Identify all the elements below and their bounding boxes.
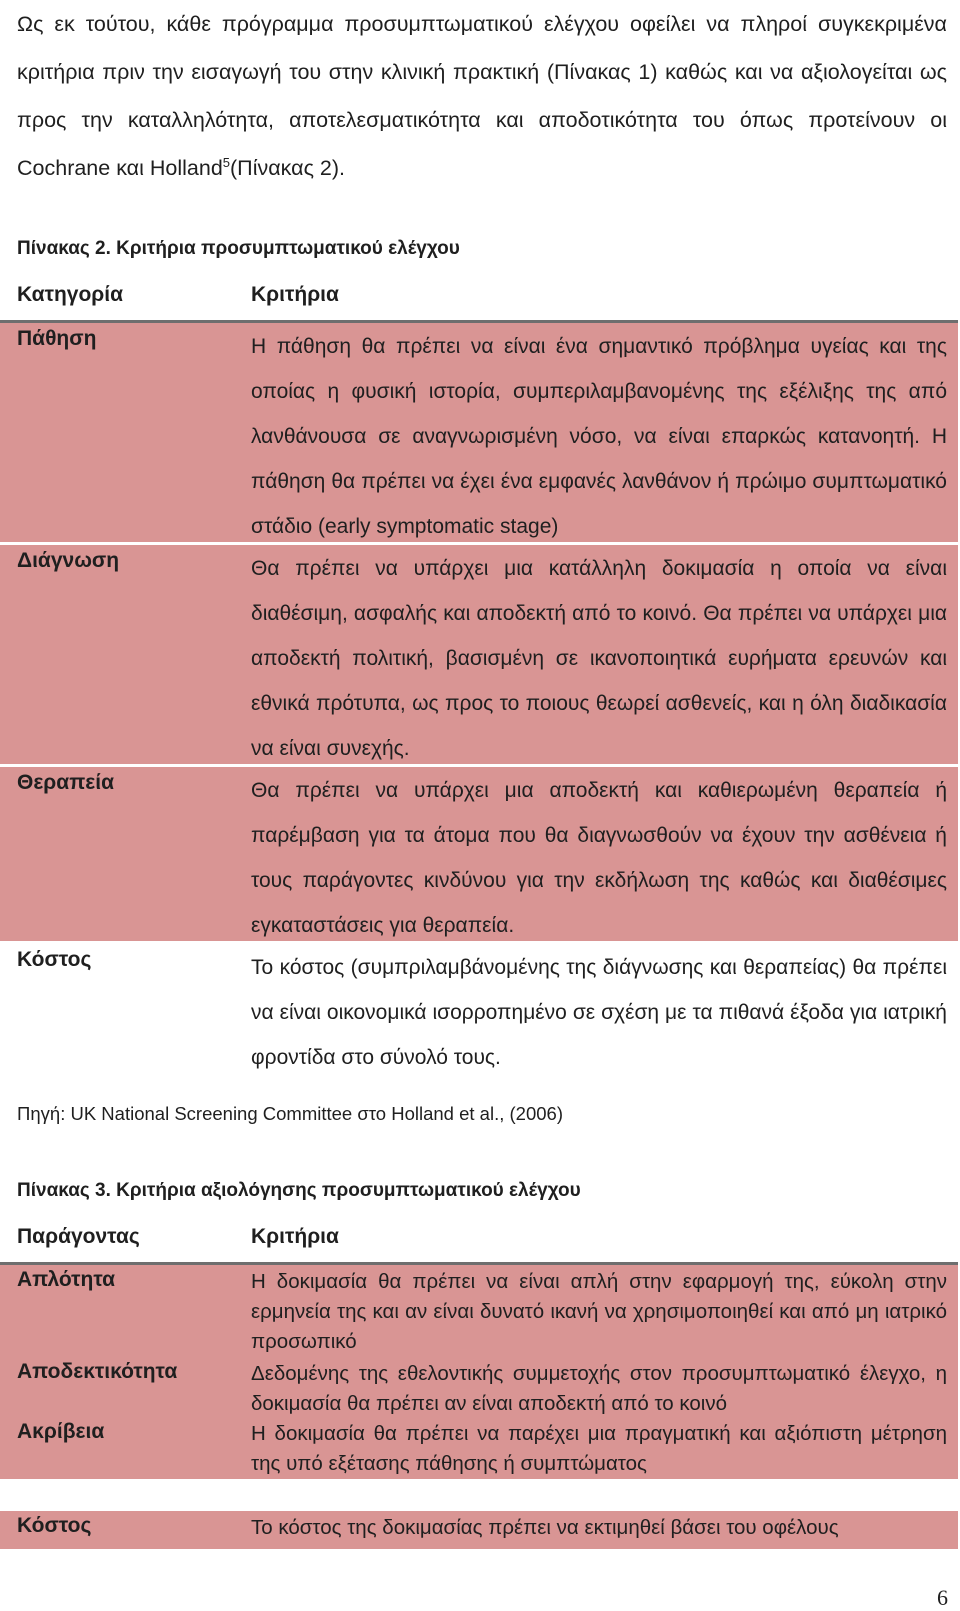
table2-row-diagnosi: [0, 545, 958, 764]
table3-row-kostos: [0, 1511, 958, 1549]
table2-row-pathisi: [0, 323, 958, 542]
table3-row-category: Ακρίβεια: [17, 1420, 105, 1443]
table2-row-text: Η πάθηση θα πρέπει να είναι ένα σημαντικό πρόβλημα υγείας και της οποίας η φυσική ιστορία, συμπεριλαμβανομένης της εξέλιξης της από λανθάνουσα σε αναγνωρισμένη νόσο, να είναι επαρκώς κατανοητή. Η πάθηση θα πρέπει να έχει ένα εμφανές λανθάνον ή πρώιμο συμπτωματικό στάδιο (early symptomatic stage): [251, 335, 947, 538]
table2-row-therapeia: [0, 767, 958, 941]
intro-text-b: (Πίνακας 2).: [230, 156, 346, 180]
table3-header-factor: Παράγοντας: [17, 1225, 140, 1248]
table2-row-category: Διάγνωση: [17, 549, 120, 572]
table2-source: Πηγή: UK National Screening Committee στο Holland et al., (2006): [17, 1103, 563, 1124]
table3-header-criteria: Κριτήρια: [251, 1225, 339, 1248]
table2-header-category: Κατηγορία: [17, 283, 124, 306]
table2-row-text: Θα πρέπει να υπάρχει μια κατάλληλη δοκιμασία η οποία να είναι διαθέσιμη, ασφαλής και αποδεκτή από το κοινό. Θα πρέπει να υπάρχει μια αποδεκτή πολιτική, βασισμένη σε ικανοποιητικά ευρήματα ερευνών και εθνικά πρότυπα, ως προς το ποιους θεωρεί ασθενείς, και η όλη διαδικασία να είναι συνεχής.: [251, 557, 947, 760]
table2-row-category: Πάθηση: [17, 327, 97, 350]
table3-row-apodektikotita: [0, 1357, 958, 1417]
table3-row-category: Κόστος: [17, 1514, 92, 1537]
page-number: 6: [937, 1585, 948, 1610]
table3-caption: Πίνακας 3. Κριτήρια αξιολόγησης προσυμπτωματικού ελέγχου: [17, 1180, 581, 1201]
table2-row-text: Το κόστος (συμπριλαμβάνομένης της διάγνωσης και θεραπείας) θα πρέπει να είναι οικονομικά ισορροπημένο σε σχέση με τα πιθανά έξοδα για ιατρική φροντίδα στο σύνολό τους.: [251, 956, 947, 1069]
table3-row-akriveia: [0, 1417, 958, 1479]
table3-row-aplotita: [0, 1265, 958, 1357]
table2-caption: Πίνακας 2. Κριτήρια προσυμπτωματικού ελέγχου: [17, 238, 460, 259]
table3-row-category: Αποδεκτικότητα: [17, 1360, 178, 1383]
table3-row-category: Απλότητα: [17, 1268, 116, 1291]
table3-row-text: Το κόστος της δοκιμασίας πρέπει να εκτιμηθεί βάσει του οφέλους: [251, 1516, 839, 1539]
intro-text-a: Ως εκ τούτου, κάθε πρόγραμμα προσυμπτωματικού ελέγχου οφείλει να πληροί συγκεκριμένα κριτήρια πριν την εισαγωγή του στην κλινική πρακτική (Πίνακας 1) καθώς και να αξιολογείται ως προς την καταλληλότητα, αποτελεσματικότητα και αποδοτικότητα του όπως προτείνουν οι Cochrane και Holland: [17, 12, 947, 180]
footnote-marker: 5: [222, 155, 231, 170]
table2-row-text: Θα πρέπει να υπάρχει μια αποδεκτή και καθιερωμένη θεραπεία ή παρέμβαση για τα άτομα που θα διαγνωσθούν να έχουν την ασθένεια ή τους παράγοντες κινδύνου για την εκδήλωση της καθώς και διαθέσιμες εγκαταστάσεις για θεραπεία.: [251, 779, 947, 937]
table3-row-text: Η δοκιμασία θα πρέπει να είναι απλή στην εφαρμογή της, εύκολη στην ερμηνεία της και αν είναι δυνατό ικανή να χρησιμοποιηθεί και από μη ιατρικό προσωπικό: [251, 1270, 947, 1353]
table3-row-text: Η δοκιμασία θα πρέπει να παρέχει μια πραγματική και αξιόπιστη μέτρηση της υπό εξέτασης πάθησης ή συμπτώματος: [251, 1422, 947, 1475]
table3-row-text: Δεδομένης της εθελοντικής συμμετοχής στον προσυμπτωματικό έλεγχο, η δοκιμασία θα πρέπει αν είναι αποδεκτή από το κοινό: [251, 1362, 947, 1415]
intro-paragraph: [17, 0, 947, 192]
table2-row-kostos: [0, 944, 958, 1086]
table2-header-criteria: Κριτήρια: [251, 283, 339, 306]
table2-row-category: Κόστος: [17, 948, 92, 971]
table2-row-category: Θεραπεία: [17, 771, 114, 794]
